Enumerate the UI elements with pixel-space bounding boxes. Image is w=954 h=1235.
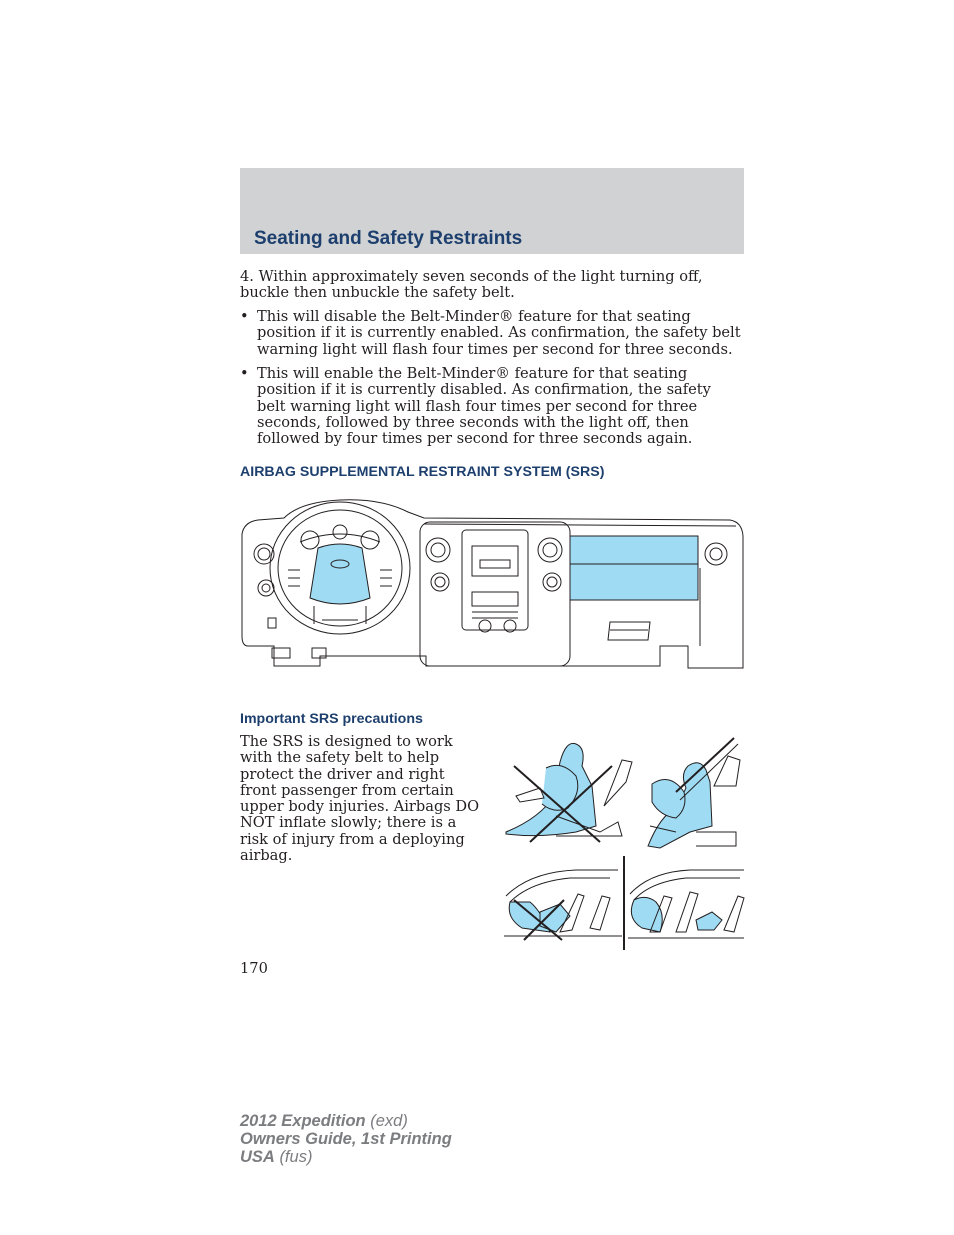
srs-paragraph: The SRS is designed to work with the safety belt to help protect the driver and right front passenger from certain upper body injuries. Airbags DO NOT inflate slowly; there is a risk of injury from a deploying airbag. bbox=[240, 733, 480, 865]
section-header-bar bbox=[240, 168, 744, 254]
child-seat-illustration bbox=[500, 856, 746, 952]
bullet-item bbox=[240, 309, 744, 358]
srs-precautions-heading: Important SRS precautions bbox=[240, 711, 423, 727]
footer-line-1 bbox=[240, 1112, 452, 1130]
srs-section-heading: AIRBAG SUPPLEMENTAL RESTRAINT SYSTEM (SRS) bbox=[240, 464, 605, 480]
page-number: 170 bbox=[240, 960, 268, 977]
document-footer bbox=[240, 1112, 452, 1166]
footer-line-3 bbox=[240, 1148, 452, 1166]
bullet-symbol: • bbox=[240, 365, 249, 382]
bullet-list-disable bbox=[240, 309, 744, 358]
driver-airbag bbox=[310, 544, 370, 604]
footer-market: USA bbox=[240, 1148, 275, 1166]
occupant-position-illustration bbox=[500, 736, 746, 850]
bullet-text: This will disable the Belt-Minder® feature for that seating position if it is currently enabled. As confirmation, the safety belt warning light will flash four times per second for three seconds. bbox=[257, 308, 741, 358]
bullet-symbol: • bbox=[240, 308, 249, 325]
bullet-item bbox=[240, 366, 744, 447]
footer-model: 2012 Expedition bbox=[240, 1112, 366, 1130]
dashboard-illustration bbox=[240, 496, 746, 674]
footer-edition: Owners Guide, 1st Printing bbox=[240, 1130, 452, 1148]
footer-model-code: (exd) bbox=[370, 1112, 408, 1130]
footer-market-code: (fus) bbox=[279, 1148, 313, 1166]
bullet-text: This will enable the Belt-Minder® feature for that seating position if it is currently disabled. As confirmation, the safety belt warning light will flash four times per second for three seconds, followed by three seconds with the light off, then followed by four times per second for three seconds again. bbox=[257, 365, 711, 448]
section-title: Seating and Safety Restraints bbox=[254, 228, 523, 249]
bullet-list-enable bbox=[240, 366, 744, 447]
step-4-paragraph: 4. Within approximately seven seconds of the light turning off, buckle then unbuckle the safety belt. bbox=[240, 268, 703, 302]
passenger-airbag bbox=[570, 536, 698, 600]
footer-line-2 bbox=[240, 1130, 452, 1148]
